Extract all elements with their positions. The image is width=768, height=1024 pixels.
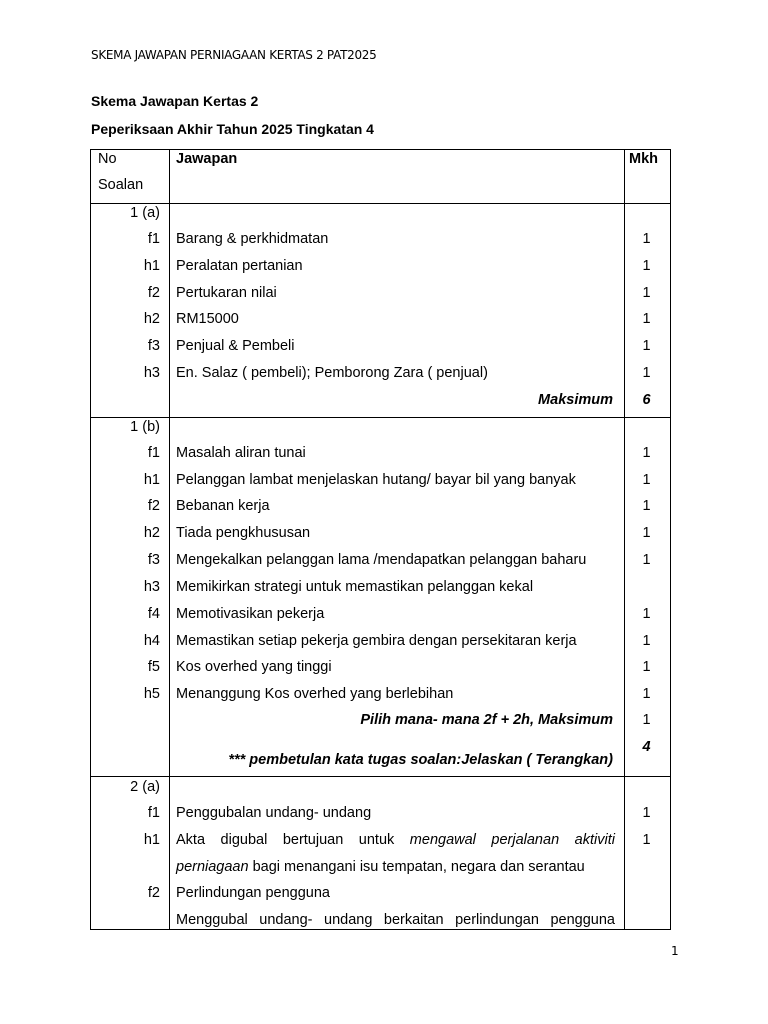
answer-text: Tiada pengkhususan	[176, 525, 311, 541]
answer-word: berkaitan	[383, 912, 444, 928]
choose-instruction: Pilih mana- mana 2f + 2h, Maksimum	[360, 712, 613, 728]
mark-value: 1	[642, 365, 651, 381]
row-divider	[91, 776, 670, 777]
answer-text: Perlindungan pengguna	[176, 885, 330, 901]
answer-text: Penggubalan undang- undang	[176, 805, 372, 821]
mark-value: 1	[642, 338, 651, 354]
mark-value: 1	[642, 258, 651, 274]
answer-text: Peralatan pertanian	[176, 258, 303, 274]
row-divider	[91, 417, 670, 418]
maximum-label: Maksimum	[538, 392, 613, 408]
item-code: f1	[147, 805, 160, 821]
answer-italic: perniagaan	[176, 859, 249, 875]
answer-word-italic: perjalanan	[491, 832, 560, 848]
question-label: 2 (a)	[130, 779, 160, 795]
item-code: f3	[147, 338, 160, 354]
answer-text: Pelanggan lambat menjelaskan hutang/ bayar bil yang banyak	[176, 472, 576, 488]
page-number: 1	[671, 944, 679, 958]
answer-text: Memastikan setiap pekerja gembira dengan persekitaran kerja	[176, 633, 577, 649]
header-jawapan: Jawapan	[176, 151, 238, 167]
item-code: f1	[147, 445, 160, 461]
answer-word: undang	[324, 912, 373, 928]
answer-text: RM15000	[176, 311, 239, 327]
item-code: h1	[143, 472, 160, 488]
mark-value: 1	[642, 686, 651, 702]
maximum-value: 4	[642, 739, 651, 755]
answer-text: Mengekalkan pelanggan lama /mendapatkan pelanggan baharu	[176, 552, 587, 568]
answer-word: perlindungan	[455, 912, 539, 928]
mark-value: 1	[642, 552, 651, 568]
answer-word: undang-	[259, 912, 313, 928]
mark-value: 1	[642, 659, 651, 675]
answer-continuation: bagi menangani isu tempatan, negara dan serantau	[248, 859, 585, 875]
row-divider	[91, 203, 670, 204]
answer-text: Menanggung Kos overhed yang berlebihan	[176, 686, 454, 702]
maximum-value: 6	[642, 392, 651, 408]
answer-text	[176, 830, 615, 850]
answer-scheme-table	[90, 149, 671, 930]
answer-text: Masalah aliran tunai	[176, 445, 306, 461]
answer-word-italic: aktiviti	[574, 832, 615, 848]
mark-value: 1	[642, 445, 651, 461]
mark-value: 1	[642, 285, 651, 301]
mark-value: 1	[642, 633, 651, 649]
item-code: h2	[143, 525, 160, 541]
mark-value: 1	[642, 832, 651, 848]
mark-value: 1	[642, 805, 651, 821]
item-code: h5	[143, 686, 160, 702]
document-title: Skema Jawapan Kertas 2	[91, 93, 259, 109]
mark-value: 1	[642, 311, 651, 327]
item-code: h1	[143, 832, 160, 848]
item-code: h3	[143, 365, 160, 381]
item-code: f2	[147, 285, 160, 301]
answer-text: Pertukaran nilai	[176, 285, 277, 301]
answer-text: Penjual & Pembeli	[176, 338, 295, 354]
column-divider	[624, 150, 625, 929]
mark-value: 1	[642, 712, 651, 728]
item-code: f3	[147, 552, 160, 568]
header-no: No	[98, 151, 117, 167]
answer-word: Akta	[176, 832, 206, 848]
item-code: f1	[147, 231, 160, 247]
item-code: f2	[147, 885, 160, 901]
answer-word: pengguna	[550, 912, 615, 928]
item-code: f4	[147, 606, 160, 622]
answer-word: Menggubal	[176, 912, 248, 928]
mark-value: 1	[642, 231, 651, 247]
correction-note: *** pembetulan kata tugas soalan:Jelaskan ( Terangkan)	[228, 752, 613, 768]
answer-word: digubal	[220, 832, 268, 848]
question-label: 1 (b)	[130, 419, 160, 435]
mark-value: 1	[642, 498, 651, 514]
page-header: SKEMA JAWAPAN PERNIAGAAN KERTAS 2 PAT2025	[91, 48, 377, 62]
header-soalan: Soalan	[98, 177, 144, 193]
answer-word-italic: mengawal	[409, 832, 476, 848]
header-mkh: Mkh	[629, 151, 658, 167]
question-label: 1 (a)	[130, 205, 160, 221]
answer-text: Kos overhed yang tinggi	[176, 659, 332, 675]
answer-text	[176, 910, 615, 930]
answer-text	[176, 857, 585, 877]
column-divider	[169, 150, 170, 929]
item-code: h2	[143, 311, 160, 327]
item-code: h1	[143, 258, 160, 274]
mark-value: 1	[642, 525, 651, 541]
answer-word: bertujuan	[282, 832, 344, 848]
item-code: h3	[143, 579, 160, 595]
mark-value: 1	[642, 472, 651, 488]
answer-text: Memikirkan strategi untuk memastikan pelanggan kekal	[176, 579, 534, 595]
item-code: h4	[143, 633, 160, 649]
document-subtitle: Peperiksaan Akhir Tahun 2025 Tingkatan 4	[91, 121, 374, 137]
answer-text: Bebanan kerja	[176, 498, 270, 514]
answer-text: Memotivasikan pekerja	[176, 606, 325, 622]
mark-value: 1	[642, 606, 651, 622]
answer-text: En. Salaz ( pembeli); Pemborong Zara ( penjual)	[176, 365, 488, 381]
item-code: f5	[147, 659, 160, 675]
answer-text: Barang & perkhidmatan	[176, 231, 329, 247]
answer-word: untuk	[358, 832, 395, 848]
item-code: f2	[147, 498, 160, 514]
